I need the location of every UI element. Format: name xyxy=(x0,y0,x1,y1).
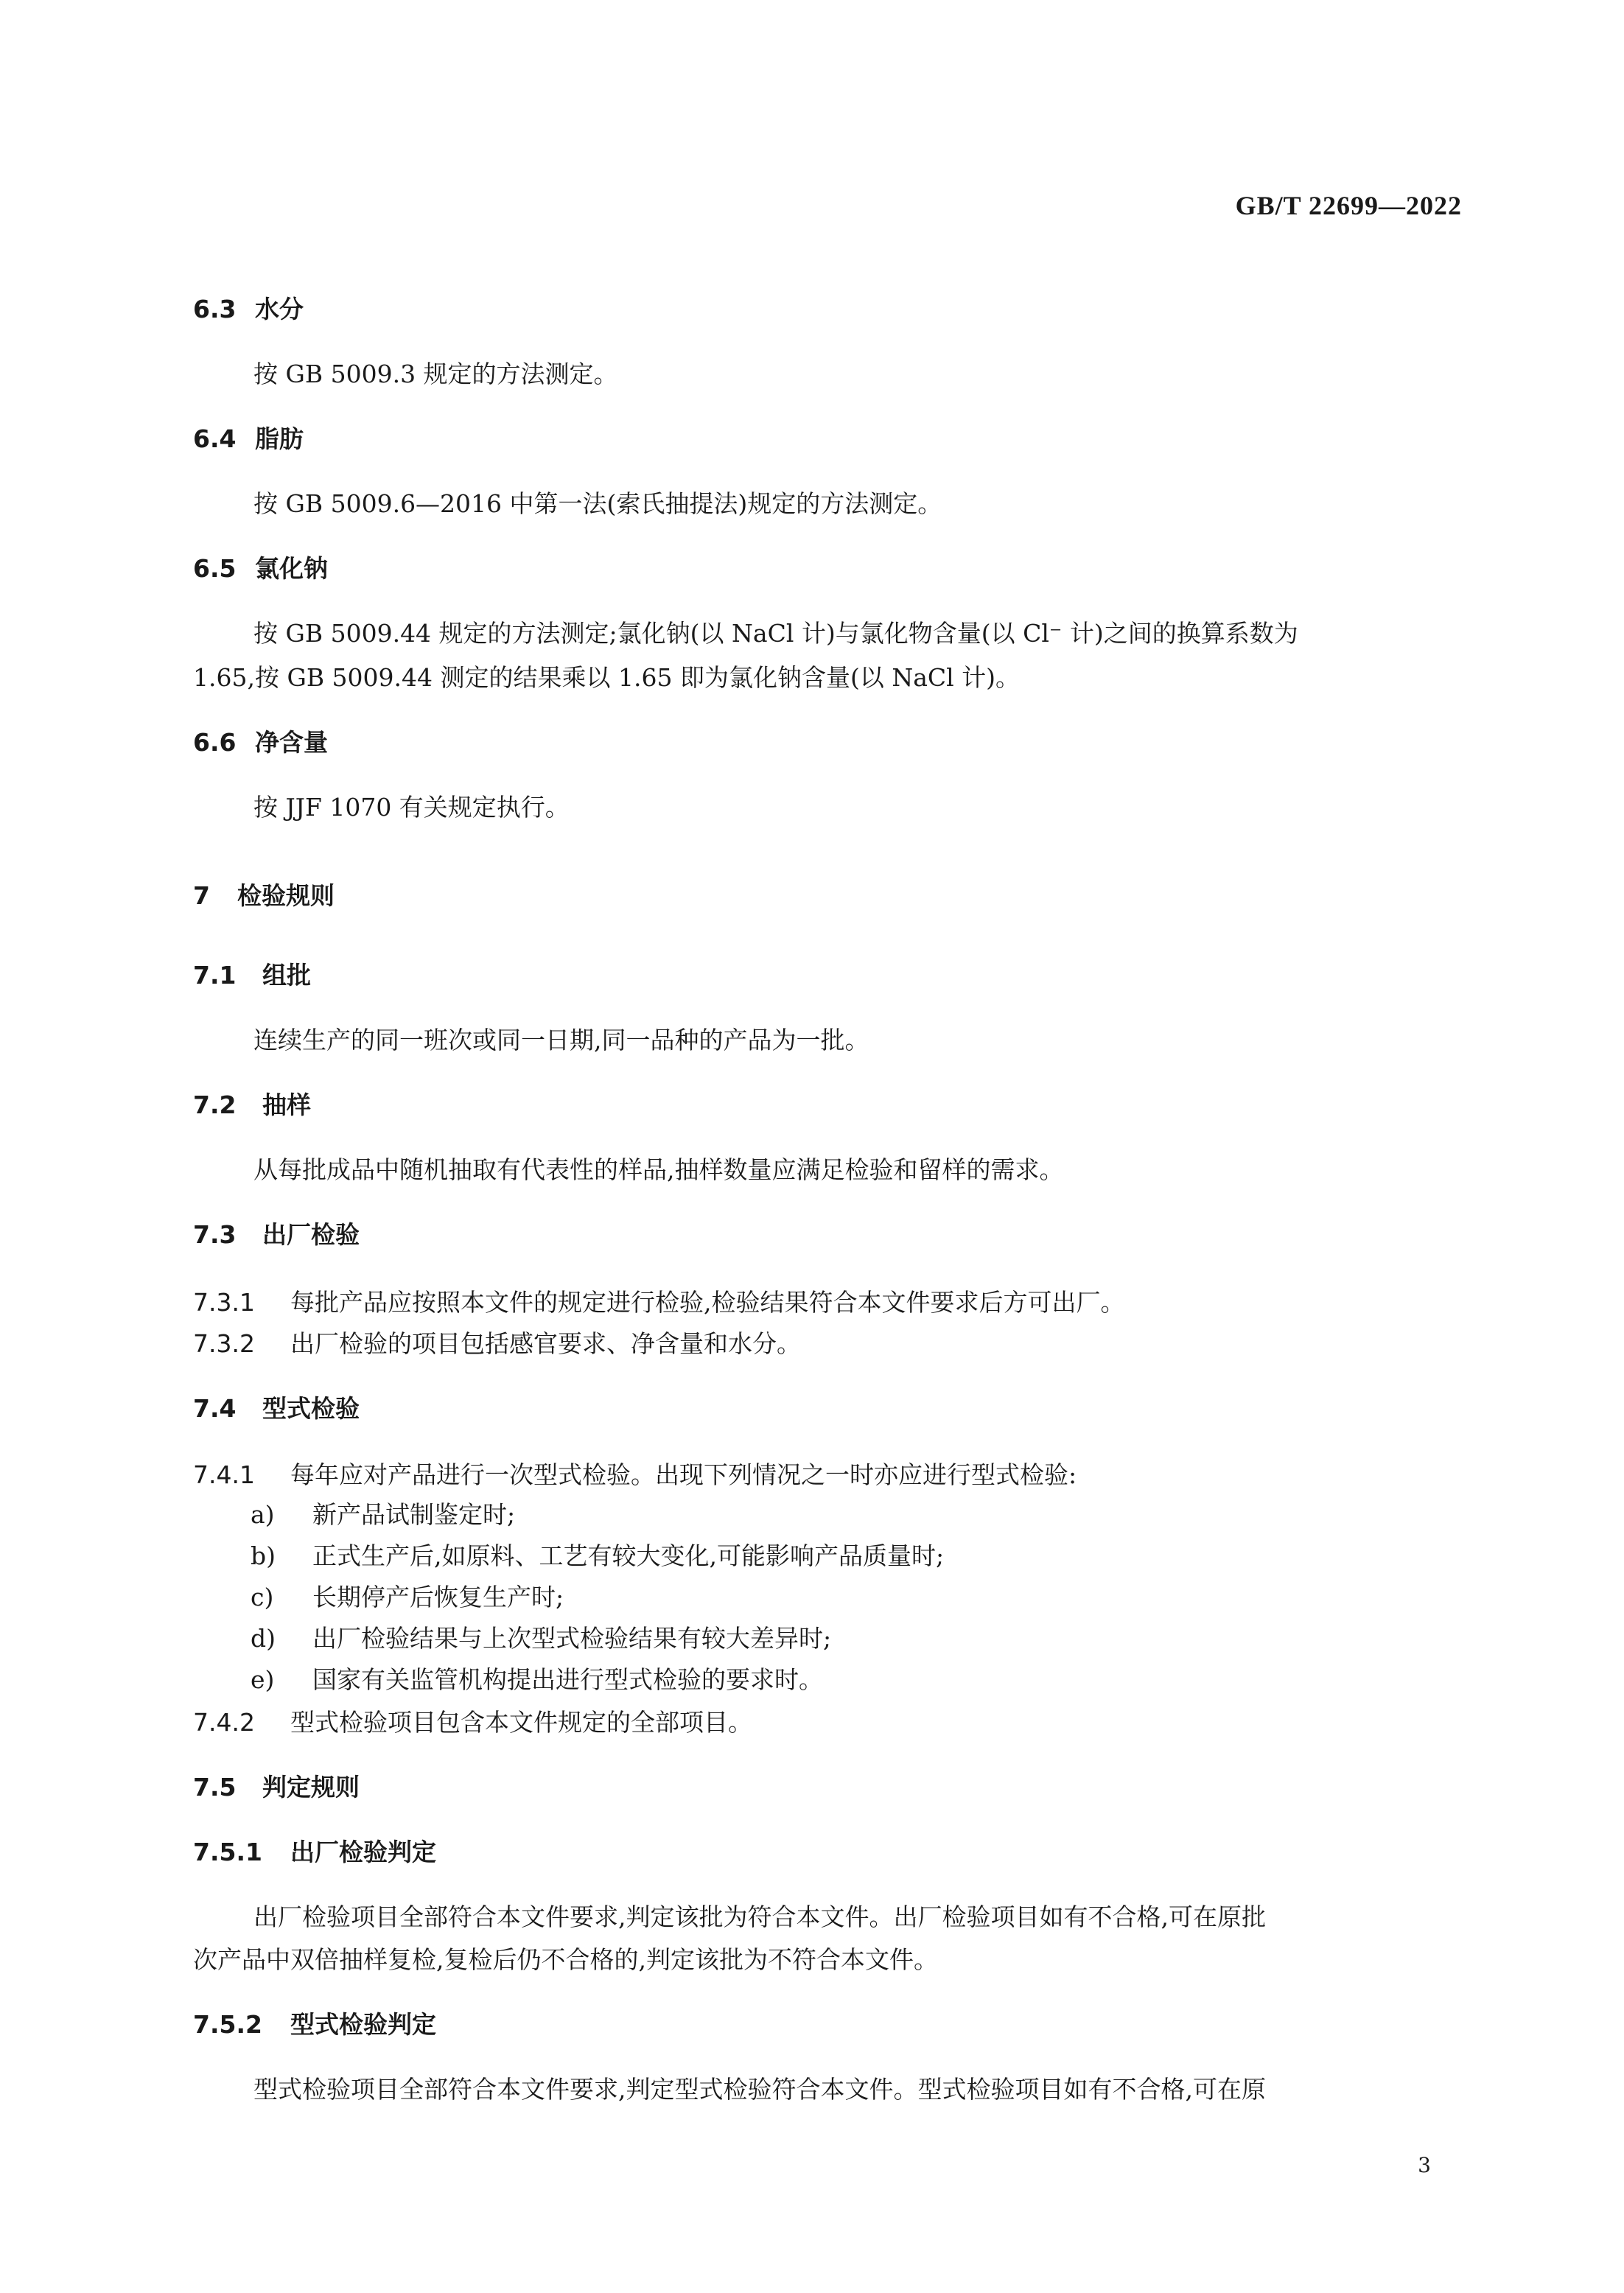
section-7-5-heading xyxy=(193,1773,360,1802)
section-6-3-heading xyxy=(193,295,304,324)
section-7-5-1-body-line1: 出厂检验项目全部符合本文件要求,判定该批为符合本文件。出厂检验项目如有不合格,可在原批 xyxy=(253,1902,1266,1931)
chapter-7-heading xyxy=(193,881,335,911)
section-7-3-heading xyxy=(193,1220,360,1250)
clause-7-3-2 xyxy=(193,1329,801,1359)
page-number: 3 xyxy=(1418,2153,1431,2177)
clause-7-4-1 xyxy=(193,1460,1077,1490)
list-text: 长期停产后恢复生产时; xyxy=(312,1583,564,1611)
section-6-5-body-line2: 1.65,按 GB 5009.44 测定的结果乘以 1.65 即为氯化钠含量(以 NaCl 计)。 xyxy=(193,663,1021,692)
section-6-4-body: 按 GB 5009.6—2016 中第一法(索氏抽提法)规定的方法测定。 xyxy=(253,489,942,518)
list-marker: e) xyxy=(251,1665,275,1694)
section-6-5-heading xyxy=(193,554,328,584)
list-item xyxy=(251,1665,823,1695)
section-7-4-heading xyxy=(193,1394,360,1424)
clause-number: 7.3.2 xyxy=(193,1329,255,1358)
section-title: 水分 xyxy=(255,295,304,323)
section-7-2-body: 从每批成品中随机抽取有代表性的样品,抽样数量应满足检验和留样的需求。 xyxy=(253,1155,1064,1184)
clause-number: 7.4.2 xyxy=(193,1708,255,1737)
section-title: 出厂检验判定 xyxy=(290,1838,436,1866)
list-text: 新产品试制鉴定时; xyxy=(312,1500,516,1529)
clause-number: 7.3.1 xyxy=(193,1288,255,1317)
clause-text: 出厂检验的项目包括感官要求、净含量和水分。 xyxy=(290,1329,801,1358)
section-7-5-2-heading xyxy=(193,2010,436,2040)
clause-number: 7.4.1 xyxy=(193,1460,255,1489)
standard-code-header: GB/T 22699—2022 xyxy=(1235,191,1462,220)
section-number: 7.5.1 xyxy=(193,1838,262,1866)
list-item xyxy=(251,1541,944,1571)
list-item xyxy=(251,1500,515,1530)
section-title: 型式检验判定 xyxy=(290,2010,436,2039)
list-text: 出厂检验结果与上次型式检验结果有较大差异时; xyxy=(312,1624,832,1653)
section-title: 氯化钠 xyxy=(255,554,328,583)
list-marker: a) xyxy=(251,1500,275,1529)
list-text: 正式生产后,如原料、工艺有较大变化,可能影响产品质量时; xyxy=(312,1541,945,1570)
section-6-6-body: 按 JJF 1070 有关规定执行。 xyxy=(253,793,570,822)
list-item xyxy=(251,1624,831,1653)
section-number: 7.2 xyxy=(193,1091,237,1119)
section-title: 净含量 xyxy=(255,728,328,757)
list-text: 国家有关监管机构提出进行型式检验的要求时。 xyxy=(312,1665,823,1694)
section-title: 组批 xyxy=(262,961,311,990)
section-number: 7.5 xyxy=(193,1773,237,1802)
list-item xyxy=(251,1583,564,1612)
section-number: 6.4 xyxy=(193,424,237,453)
section-number: 6.3 xyxy=(193,295,237,323)
section-title: 脂肪 xyxy=(255,424,304,453)
section-7-5-1-heading xyxy=(193,1838,436,1867)
section-number: 7.3 xyxy=(193,1220,237,1249)
section-title: 抽样 xyxy=(262,1091,311,1119)
clause-7-4-2 xyxy=(193,1708,752,1737)
section-number: 7.1 xyxy=(193,961,237,990)
section-title: 判定规则 xyxy=(262,1773,360,1802)
section-6-5-body-line1: 按 GB 5009.44 规定的方法测定;氯化钠(以 NaCl 计)与氯化物含量(以 Cl⁻ 计)之间的换算系数为 xyxy=(253,619,1298,648)
section-title: 出厂检验 xyxy=(262,1220,360,1249)
chapter-title: 检验规则 xyxy=(237,881,335,910)
clause-text: 每批产品应按照本文件的规定进行检验,检验结果符合本文件要求后方可出厂。 xyxy=(290,1288,1125,1317)
section-7-2-heading xyxy=(193,1091,311,1120)
section-7-1-heading xyxy=(193,961,311,990)
list-marker: c) xyxy=(251,1583,274,1611)
section-6-4-heading xyxy=(193,424,304,454)
chapter-number: 7 xyxy=(193,881,210,910)
section-6-6-heading xyxy=(193,728,328,757)
section-number: 6.5 xyxy=(193,554,237,583)
list-marker: d) xyxy=(251,1624,276,1653)
list-marker: b) xyxy=(251,1541,276,1570)
clause-7-3-1 xyxy=(193,1288,1125,1317)
section-number: 7.5.2 xyxy=(193,2010,262,2039)
section-number: 6.6 xyxy=(193,728,237,757)
section-6-3-body: 按 GB 5009.3 规定的方法测定。 xyxy=(253,360,618,388)
section-title: 型式检验 xyxy=(262,1394,360,1423)
clause-text: 每年应对产品进行一次型式检验。出现下列情况之一时亦应进行型式检验: xyxy=(290,1460,1077,1489)
section-number: 7.4 xyxy=(193,1394,237,1423)
section-7-5-1-body-line2: 次产品中双倍抽样复检,复检后仍不合格的,判定该批为不符合本文件。 xyxy=(193,1945,938,1974)
section-7-1-body: 连续生产的同一班次或同一日期,同一品种的产品为一批。 xyxy=(253,1026,869,1054)
section-7-5-2-body-line1: 型式检验项目全部符合本文件要求,判定型式检验符合本文件。型式检验项目如有不合格,可在原 xyxy=(253,2075,1266,2104)
clause-text: 型式检验项目包含本文件规定的全部项目。 xyxy=(290,1708,752,1737)
